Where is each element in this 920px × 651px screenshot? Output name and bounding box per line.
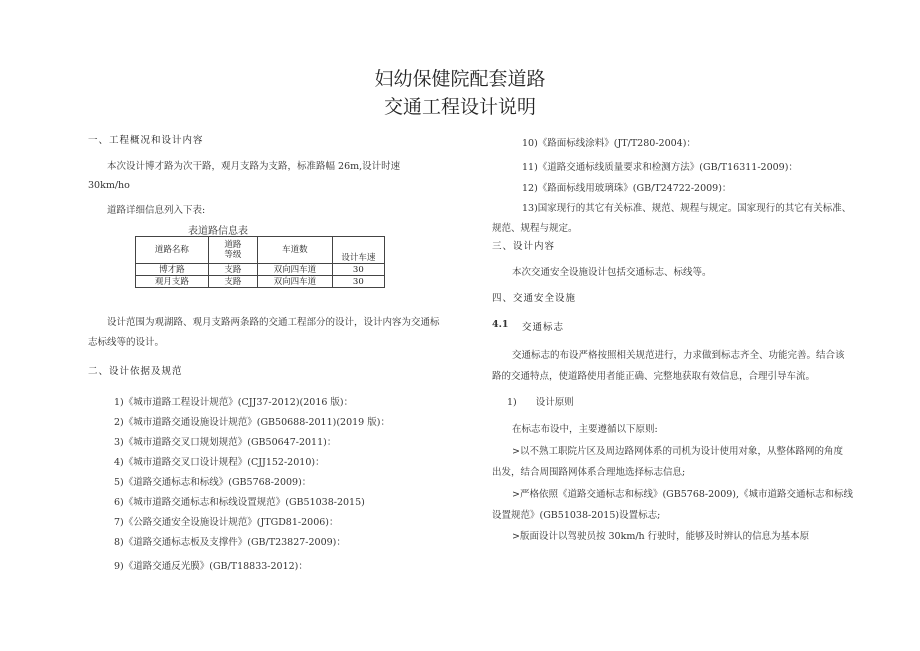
table-cell: 博才路 — [136, 264, 209, 276]
table-cell: 30 — [332, 276, 384, 288]
table-cell: 支路 — [208, 264, 257, 276]
principle-bullet-cont: 出发，结合周围路网体系合理地选择标志信息; — [492, 467, 686, 478]
section1-paragraph1: 本次设计博才路为次干路，观月支路为支路，标准路幅 26m,设计时速 — [107, 161, 401, 172]
reference-item: 13)国家现行的其它有关标准、规范、规程与规定。国家现行的其它有关标准、 — [522, 203, 852, 214]
reference-item: 2)《城市道路交通设施设计规范》(GB50688-2011)(2019 版)： — [114, 417, 390, 428]
table-cell: 观月支路 — [136, 276, 209, 288]
reference-item: 6)《城市道路交通标志和标线设置规范》(GB51038-2015) — [114, 497, 365, 508]
reference-item: 7)《公路交通安全设施设计规范》(JTGD81-2006)： — [114, 517, 339, 528]
reference-item: 5)《道路交通标志和标线》(GB5768-2009)： — [114, 477, 312, 488]
section41-title: 交通标志 — [522, 322, 565, 333]
section41-paragraph-cont: 路的交通特点，使道路使用者能正确、完整地获取有效信息，合理引导车流。 — [492, 371, 816, 382]
reference-item: 9)《道路交通反光膜》(GB/T18833-2012)： — [114, 561, 308, 572]
section41-number: 4.1 — [492, 319, 509, 330]
reference-item: 4)《城市道路交叉口设计规程》(CJJ152-2010)： — [114, 457, 325, 468]
table-cell: 支路 — [208, 276, 257, 288]
section1-paragraph1-cont: 30km/ho — [88, 180, 130, 191]
section4-heading: 四、交通安全设施 — [492, 293, 577, 304]
section1-heading: 一、工程概况和设计内容 — [88, 135, 204, 146]
principle-bullet: >版面设计以驾驶员按 30km/h 行驶时，能够及时辨认的信息为基本原 — [512, 531, 810, 542]
table-header-speed: 设计车速 — [332, 237, 384, 264]
principle-bullet-cont: 设置规范》(GB51038-2015)设置标志; — [492, 510, 661, 521]
table-header-road-grade: 道路等级 — [208, 237, 257, 264]
document-title-line1: 妇幼保健院配套道路 — [374, 68, 546, 90]
table-row — [136, 264, 385, 276]
section3-heading: 三、设计内容 — [492, 241, 556, 252]
reference-item: 3)《城市道路交叉口规划规范》(GB50647-2011)： — [114, 437, 337, 448]
reference-item: 8)《道路交通标志板及支撑件》(GB/T23827-2009)： — [114, 537, 346, 548]
principle-bullet: >以不熟工职院片区及周边路网体系的司机为设计使用对象，从整体路网的角度 — [512, 446, 843, 457]
road-info-table — [135, 236, 385, 288]
reference-item-cont: 规范、规程与规定。 — [492, 223, 578, 234]
reference-item: 1)《城市道路工程设计规范》(CJJ37-2012)(2016 版)： — [114, 397, 354, 408]
section1-paragraph3: 设计范围为观湖路、观月支路两条路的交通工程部分的设计，设计内容为交通标 — [107, 317, 440, 328]
reference-item: 12)《路面标线用玻璃珠》(GB/T24722-2009)： — [522, 183, 732, 194]
table-cell: 30 — [332, 264, 384, 276]
table-caption: 表道路信息表 — [188, 226, 248, 237]
table-cell: 双向四车道 — [258, 264, 333, 276]
section2-heading: 二、设计依据及规范 — [88, 366, 183, 377]
principle-heading: 1) 设计原则 — [507, 397, 574, 408]
section1-paragraph2: 道路详细信息列入下表: — [107, 205, 206, 216]
reference-item: 11)《道路交通标线质量要求和检测方法》(GB/T16311-2009)： — [522, 162, 798, 173]
table-header-road-name: 道路名称 — [136, 237, 209, 264]
document-title-line2: 交通工程设计说明 — [383, 96, 536, 118]
reference-item: 10)《路面标线涂料》(JT/T280-2004)： — [522, 138, 696, 149]
table-cell: 双向四车道 — [258, 276, 333, 288]
section41-paragraph: 交通标志的布设严格按照相关规范进行，力求做到标志齐全、功能完善。结合该 — [512, 350, 845, 361]
section3-paragraph: 本次交通安全设施设计包括交通标志、标线等。 — [512, 267, 712, 278]
principle-bullet: >严格依照《道路交通标志和标线》(GB5768-2009),《城市道路交通标志和标线 — [512, 489, 854, 500]
section1-paragraph3-cont: 志标线等的设计。 — [88, 337, 165, 348]
principle-intro: 在标志布设中，主要遵循以下原则: — [512, 424, 658, 435]
table-header-lanes: 车道数 — [258, 237, 333, 264]
table-row — [136, 276, 385, 288]
